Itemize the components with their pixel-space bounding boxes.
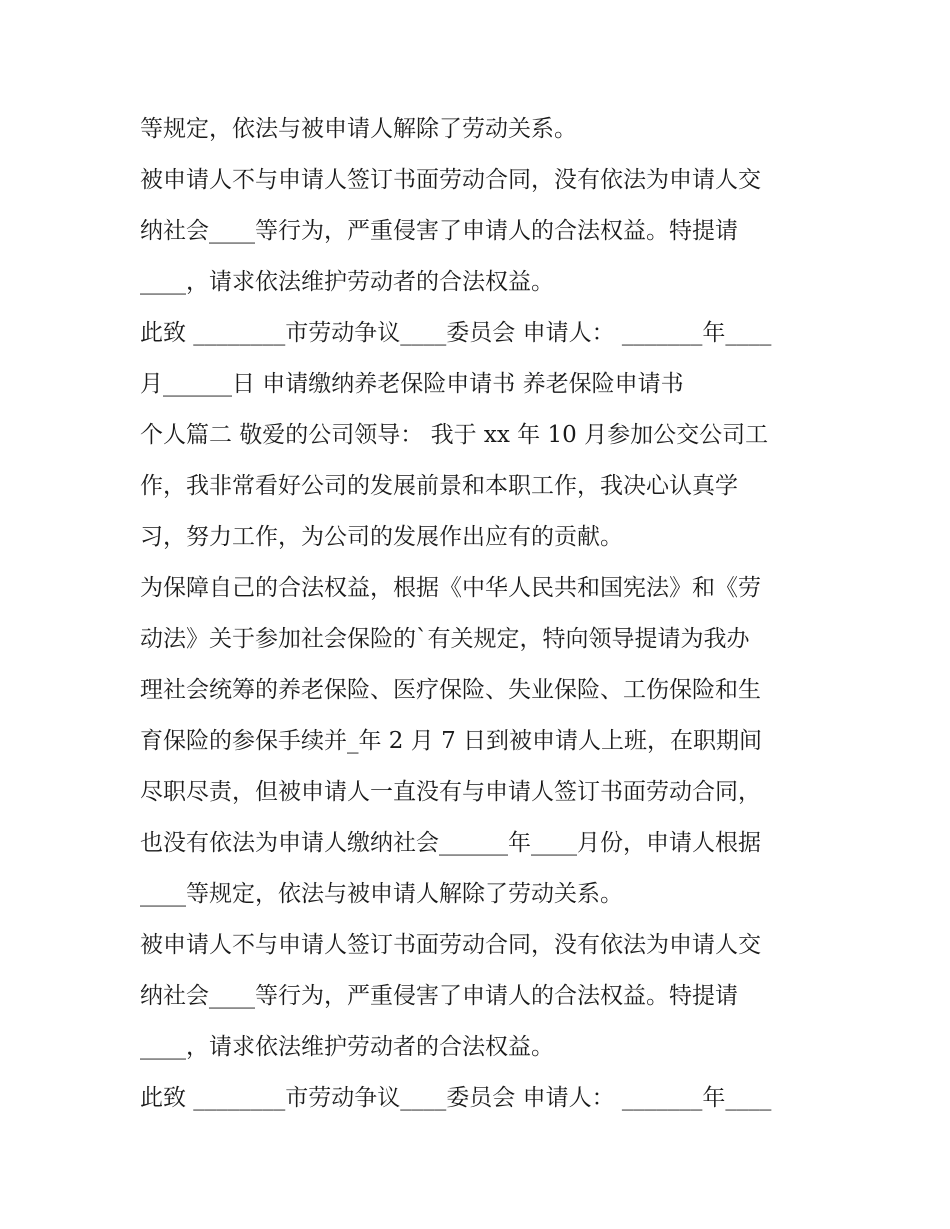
text-line: 纳社会____等行为，严重侵害了申请人的合法权益。特提请 bbox=[140, 983, 738, 1009]
text-line: 育保险的参保手续并_年 2 月 7 日到被申请人上班，在职期间 bbox=[140, 728, 763, 754]
text-line: 动法》关于参加社会保险的`有关规定，特向领导提请为我办 bbox=[140, 626, 750, 652]
text-line: ____，请求依法维护劳动者的合法权益。 bbox=[140, 1034, 554, 1060]
text-line: 被申请人不与申请人签订书面劳动合同，没有依法为申请人交 bbox=[140, 167, 761, 193]
text-line: ____，请求依法维护劳动者的合法权益。 bbox=[140, 269, 554, 295]
text-line: 习，努力工作，为公司的发展作出应有的贡献。 bbox=[140, 524, 623, 550]
text-line: 纳社会____等行为，严重侵害了申请人的合法权益。特提请 bbox=[140, 218, 738, 244]
text-line: 为保障自己的合法权益，根据《中华人民共和国宪法》和《劳 bbox=[140, 575, 761, 601]
text-line: 等规定，依法与被申请人解除了劳动关系。 bbox=[140, 116, 577, 142]
text-line: 尽职尽责，但被申请人一直没有与申请人签订书面劳动合同， bbox=[140, 779, 761, 805]
text-line: 此致 ________市劳动争议____委员会 申请人： _______年____ bbox=[140, 320, 772, 346]
text-line: 作，我非常看好公司的发展前景和本职工作，我决心认真学 bbox=[140, 473, 738, 499]
document-body bbox=[140, 104, 830, 1124]
text-line: ____等规定，依法与被申请人解除了劳动关系。 bbox=[140, 881, 623, 907]
text-line: 被申请人不与申请人签订书面劳动合同，没有依法为申请人交 bbox=[140, 932, 761, 958]
text-line: 此致 ________市劳动争议____委员会 申请人： _______年____ bbox=[140, 1085, 772, 1111]
text-line: 个人篇二 敬爱的公司领导： 我于 xx 年 10 月参加公交公司工 bbox=[140, 422, 769, 448]
text-line: 也没有依法为申请人缴纳社会______年____月份，申请人根据 bbox=[140, 830, 761, 856]
text-line: 月______日 申请缴纳养老保险申请书 养老保险申请书 bbox=[140, 371, 684, 397]
text-line: 理社会统筹的养老保险、医疗保险、失业保险、工伤保险和生 bbox=[140, 677, 761, 703]
